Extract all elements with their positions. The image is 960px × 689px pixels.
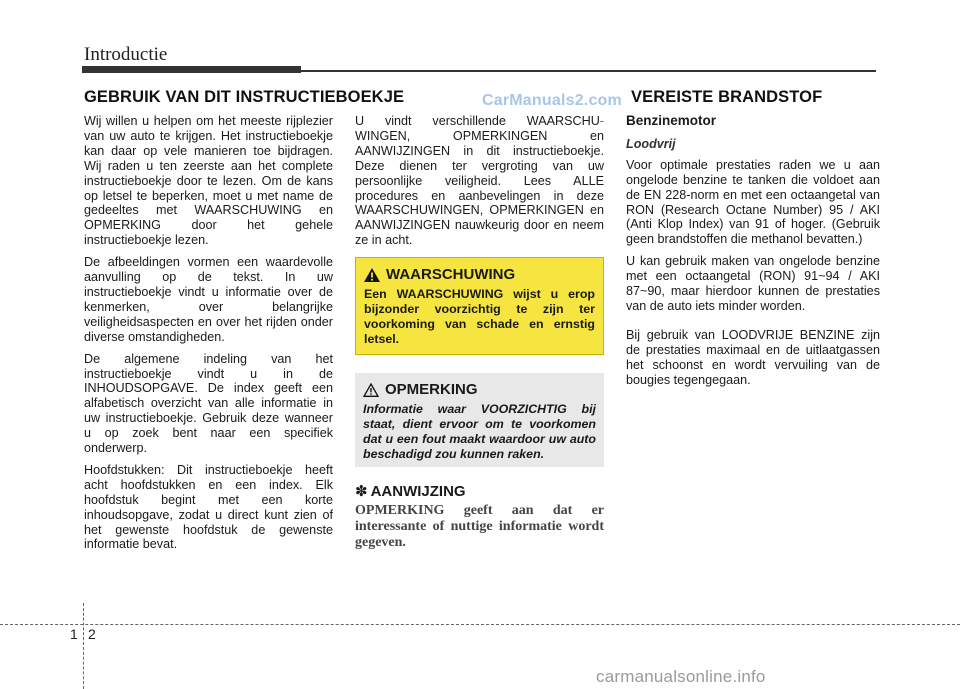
warning-box [355,257,604,355]
intro-hyphen: - [599,114,604,128]
notice-title [363,381,596,398]
paragraph: De algemene indeling van het instructieboekje vindt u in de INHOUDSOPGAVE. De index geeft een alfabetisch overzicht van alle informatie in uw instructieboekje. Gebruik deze wanneer u op zoek bent naar een specifiek onderwerp. [84,351,333,456]
notice-box [355,373,604,467]
section-title-instructions: GEBRUIK VAN DIT INSTRUCTIEBOEKJE [84,88,405,106]
notice-text: Informatie waar VOORZICHTIG bij staat, dient ervoor om te voorkomen dat u een fout maakt waardoor uw auto beschadigd zou kunnen raken. [363,402,596,461]
header-thick-rule [82,66,301,73]
notice-title-text: OPMERKING [385,381,478,398]
chapter-number: 1 [70,626,78,642]
paragraph: Wij willen u helpen om het meeste rijplezier van uw auto te krijgen. Het instructieboekje kan daar op vele manieren toe bijdragen. Wij raden u ten zeerste aan het complete instructieboekje door te lezen. Om de kans op letsel te beperken, moet u met name de gedeeltes met WAARSCHUWING en OPMERKING door het gehele instructieboekje lezen. [84,114,333,248]
warning-triangle-icon [364,268,380,282]
paragraph: De afbeeldingen vormen een waardevolle aanvulling op de tekst. In uw instructieboekje vindt u informatie over de kenmerken, over belangrijke veiligheidsaspecten en over het rijden onder diverse omstandigheden. [84,255,333,344]
warning-text: Een WAARSCHUWING wijst u erop bijzonder voorzichtig te zijn ter voorkoming van schade en ernstig letsel. [364,287,595,346]
intro-rest: WINGEN, OPMERKINGEN en AANWIJZINGEN in dit instructieboekje. Deze dienen ter vergroting van uw persoonlijke veiligheid. Lees ALLE procedures en aanbevelingen in deze WAARSCHUWINGEN, OPMERKINGEN en AANWIJZINGEN nauwkeurig door en neem ze in acht. [355,128,604,248]
hint-title [355,482,466,500]
paragraph: Voor optimale prestaties raden we u aan ongelode benzine te tanken die voldoet aan de EN 228-norm en met een octaangetal van RON (Research Octane Number) 95 / AKI (Anti Klop Index) van 91 of hoger. (Gebruik geen brandstoffen die methanol bevatten.) [626,157,880,247]
paragraph: Hoofdstukken: Dit instructieboekje heeft acht hoofdstukken en een index. Elk hoofdstuk begint met een korte inhoudsopgave, zodat u direct kunt zien of het gewenste hoofdstuk de gewenste informatie bevat. [84,462,333,552]
section-title-fuel: VEREISTE BRANDSTOF [631,88,823,106]
hint-text: OPMERKING geeft aan dat er interessante of nuttige informatie wordt gegeven. [355,503,604,550]
left-column [84,114,333,559]
watermark-bottom[interactable]: carmanualsonline.info [596,667,766,686]
warning-title [364,266,595,283]
page-header-title: Introductie [84,44,168,65]
paragraph: Bij gebruik van LOODVRIJE BENZINE zijn de prestaties maximaal en de uitlaatgassen het schoonst en wordt vervuiling van de bougies tegengegaan. [626,327,880,387]
footer-vertical-divider [83,603,84,689]
asterisk-icon: ✽ [355,483,368,500]
footer-divider [0,624,960,625]
paragraph: U kan gebruik maken van ongelode benzine met een octaangetal (RON) 91~94 / AKI 87~90, maar hierdoor kunnen de prestaties van de auto iets minder worden. [626,254,880,313]
hint-title-text: AANWIJZING [370,482,466,500]
caution-triangle-icon [363,383,379,397]
warning-title-text: WAARSCHUWING [386,266,516,283]
intro-start: U vindt verschillende WAARSCHU [355,114,600,128]
right-column [626,114,880,395]
page-number: 2 [88,626,96,642]
header-thin-rule [301,70,876,72]
paragraph-intro [355,114,604,248]
watermark-top[interactable]: CarManuals2.com [482,92,622,109]
subheading-petrol-engine: Benzinemotor [626,113,717,128]
middle-column [355,114,604,255]
subheading-unleaded: Loodvrij [626,136,676,151]
